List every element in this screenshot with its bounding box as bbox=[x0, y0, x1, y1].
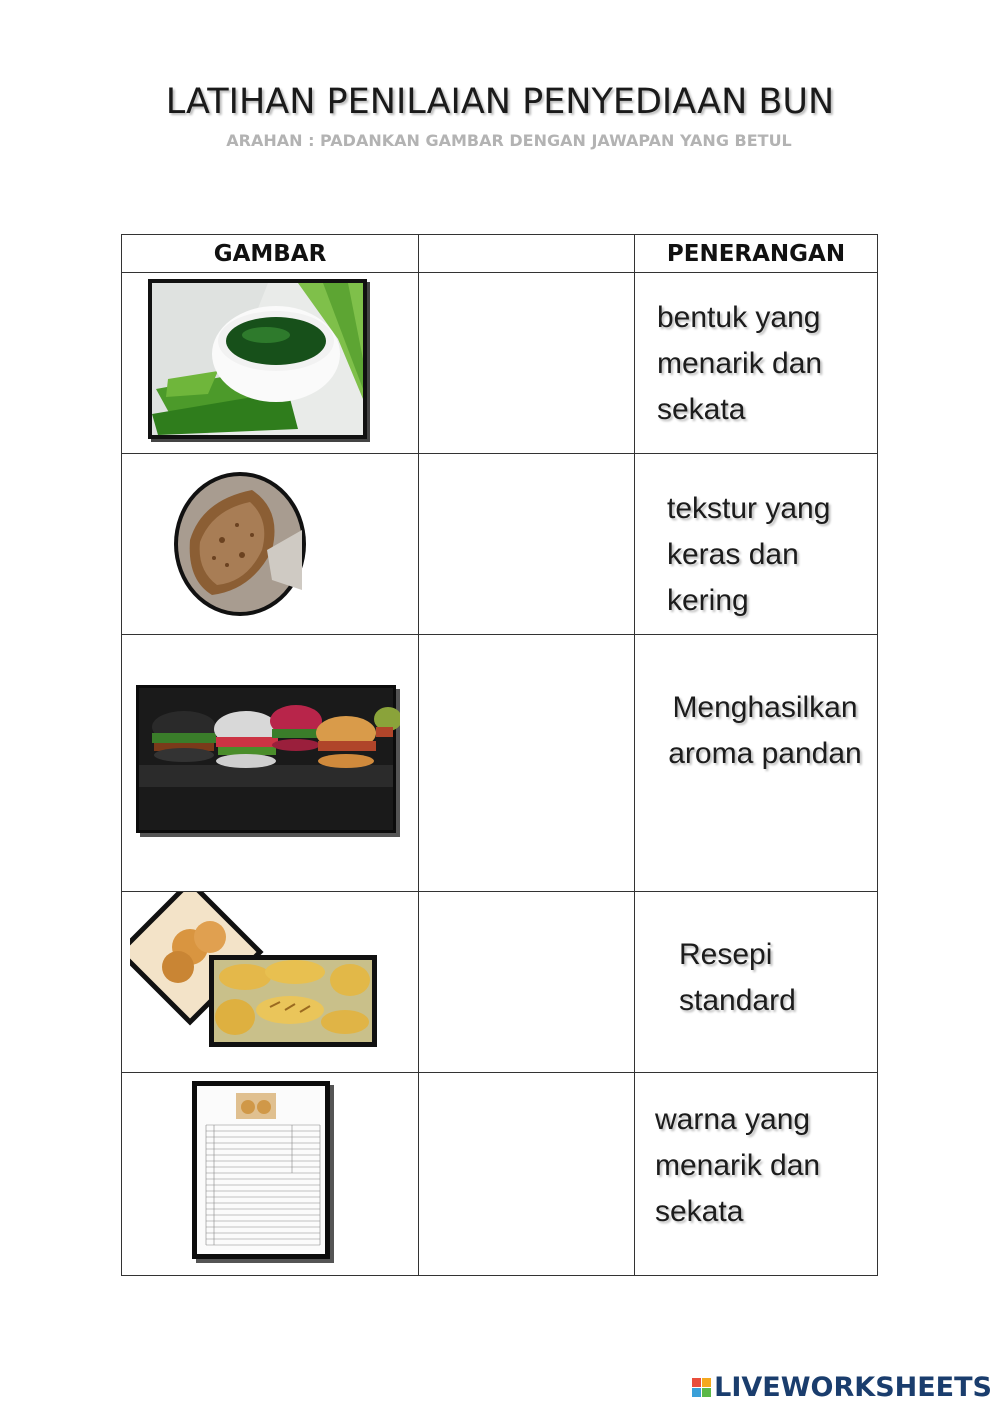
table-row bbox=[122, 273, 878, 454]
page-title: LATIHAN PENILAIAN PENYEDIAAN BUN bbox=[165, 82, 835, 122]
description-cell bbox=[635, 273, 878, 454]
answer-drop-cell[interactable] bbox=[419, 273, 635, 454]
answer-drop-cell[interactable] bbox=[419, 1073, 635, 1276]
image-cell bbox=[122, 273, 419, 454]
description-text: warna yang menarik dan sekata bbox=[655, 1103, 821, 1228]
table-row bbox=[122, 1073, 878, 1276]
description-cell bbox=[635, 892, 878, 1073]
image-cell bbox=[122, 635, 419, 892]
description-text: tekstur yang keras dan kering bbox=[667, 492, 831, 617]
instruction-subtitle: ARAHAN : PADANKAN GAMBAR DENGAN JAWAPAN YANG BETUL bbox=[226, 131, 792, 150]
brand-text: LIVEWORKSHEETS bbox=[714, 1372, 992, 1403]
description-cell bbox=[635, 635, 878, 892]
golden-buns-photos bbox=[130, 892, 380, 1052]
image-cell bbox=[122, 1073, 419, 1276]
recipe-sheet-photo bbox=[192, 1081, 334, 1263]
table-row bbox=[122, 892, 878, 1073]
image-cell bbox=[122, 892, 419, 1073]
description-cell bbox=[635, 454, 878, 635]
liveworksheets-logo bbox=[692, 1372, 992, 1403]
wholemeal-bread-photo bbox=[172, 470, 308, 618]
header-gambar: GAMBAR bbox=[122, 235, 419, 273]
colored-burger-buns-photo bbox=[136, 685, 400, 837]
answer-drop-cell[interactable] bbox=[419, 635, 635, 892]
description-text: Menghasilkan aroma pandan bbox=[668, 691, 862, 770]
description-text: bentuk yang menarik dan sekata bbox=[657, 301, 823, 426]
image-cell bbox=[122, 454, 419, 635]
table-row bbox=[122, 454, 878, 635]
matching-table bbox=[121, 234, 878, 1276]
pandan-juice-bowl-photo bbox=[148, 279, 373, 445]
header-penerangan: PENERANGAN bbox=[635, 235, 878, 273]
description-text: Resepi standard bbox=[679, 938, 796, 1017]
table-row bbox=[122, 635, 878, 892]
table-header-row bbox=[122, 235, 878, 273]
answer-drop-cell[interactable] bbox=[419, 454, 635, 635]
header-answer bbox=[419, 235, 635, 273]
description-cell bbox=[635, 1073, 878, 1276]
liveworksheets-icon bbox=[692, 1378, 711, 1397]
answer-drop-cell[interactable] bbox=[419, 892, 635, 1073]
